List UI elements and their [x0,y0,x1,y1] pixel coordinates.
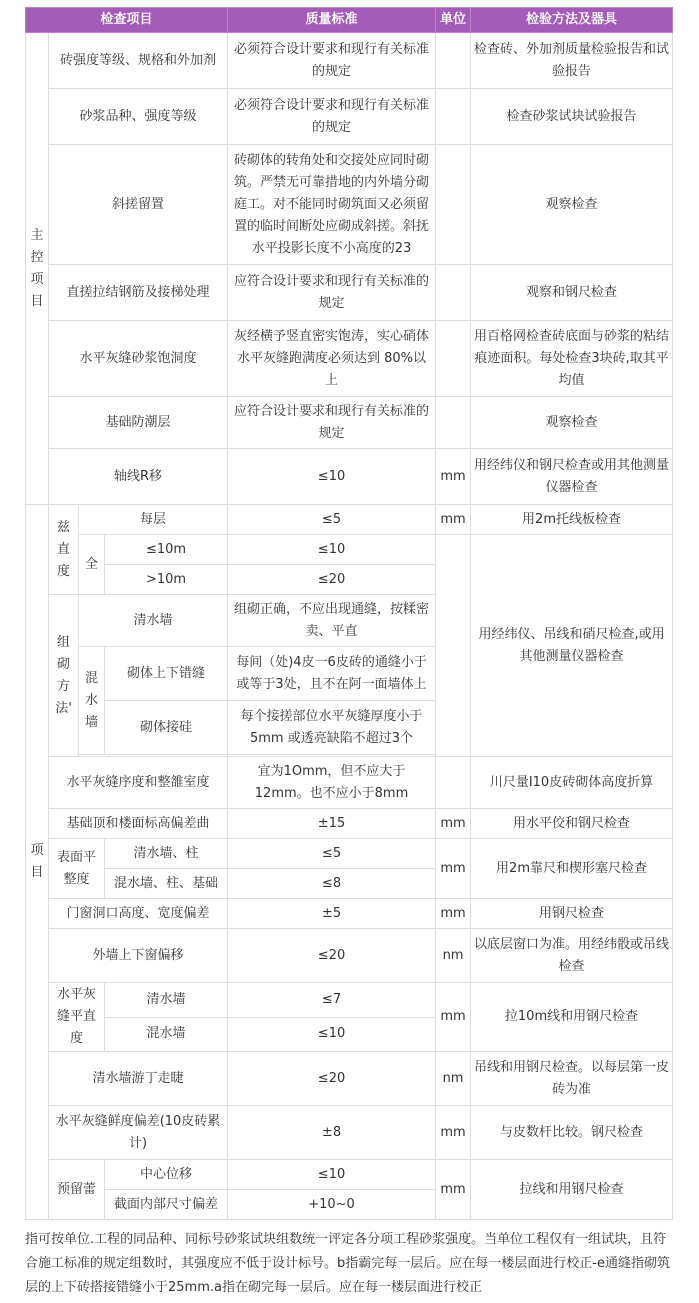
row-item: >10m [105,565,228,595]
row-unit: mm [436,983,471,1052]
row-method: 用2m靠尺和楔形塞尺检查 [471,839,673,899]
row-standard: ≤10 [228,449,436,505]
verticality-label: 兹直度 [49,505,79,595]
row-unit: mm [436,449,471,505]
header-method: 检验方法及器具 [471,8,673,33]
row-standard: 必须符合设计要求和现行有关标准的规定 [228,33,436,89]
row-item: 水平灰缝砂浆饱洞度 [49,321,228,397]
row-method: 观察检查 [471,397,673,449]
row-item: 砌体上下错缝 [105,647,228,701]
table-row [26,809,673,839]
row-item: 砂浆品种、强度等级 [49,89,228,145]
row-standard: ≤8 [228,869,436,899]
row-method: 用百格网检查砖底面与砂浆的粘结痕迹面积。每处检查3块砖,取其平均值 [471,321,673,397]
table-header-row [26,8,673,33]
row-item: ≤10m [105,535,228,565]
quan-label: 全 [79,535,105,595]
table-row [26,33,673,89]
row-item: 清水墙游丁走睫 [49,1052,228,1106]
row-unit [436,321,471,397]
row-unit [436,757,471,809]
table-row [26,899,673,929]
row-item: 水平灰缝序度和整雒室度 [49,757,228,809]
row-method: 用钢尺检查 [471,899,673,929]
row-standard: ≤20 [228,929,436,983]
row-item: 斜搓留置 [49,145,228,265]
row-standard: 必须符合设计要求和现行有关标准的规定 [228,89,436,145]
row-item: 外墙上下窗偏移 [49,929,228,983]
table-row [26,449,673,505]
row-method-shared: 用经纬仪、吊线和硝尺检查,或用其他测量仪器检查 [471,535,673,757]
row-method: 用经纬仪和钢尺检查或用其他测量仪器检查 [471,449,673,505]
reserved-label: 预留蕾 [49,1160,105,1220]
row-method: 用2m托线板检查 [471,505,673,535]
table-row [26,265,673,321]
row-unit [436,145,471,265]
row-unit: mm [436,809,471,839]
surface-flatness-label: 表面平整度 [49,839,105,899]
table-row [26,757,673,809]
row-standard: ≤7 [228,983,436,1018]
row-unit: mm [436,839,471,899]
table-row [26,145,673,265]
row-standard: 应符合设计要求和现行有关标准的规定 [228,265,436,321]
row-item: 清水墙、柱 [105,839,228,869]
header-item: 检查项目 [26,8,228,33]
row-unit: nm [436,929,471,983]
table-footnote: 指可按单位.工程的同品种、同标号砂浆试块组数统一评定各分项工程砂浆强度。当单位工程仅有一组试块，且符合施工标准的规定组数时，其强度应不低于设计标号。b指霸完每一层后。应在每一楼层面进行校正-e通缝指砌筑层的上下砖搭接错缝小于25mm.a指在砌完每一层后。应在每一楼层面进行校正 [25,1232,670,1295]
row-item: 基础防潮层 [49,397,228,449]
row-item: 每层 [79,505,228,535]
group-main-control: 主控项目 [26,33,49,505]
row-unit: nm [436,1052,471,1106]
row-standard: 应符合设计要求和现行有关标准的规定 [228,397,436,449]
row-unit [436,265,471,321]
row-standard: 每个接搓部位水平灰缝厚度小于5mm 或透亮缺陷不超过3个 [228,701,436,755]
row-unit: mm [436,1106,471,1160]
table-row [26,535,673,565]
table-row [26,1106,673,1160]
row-item: 基础顶和楼面标高偏差曲 [49,809,228,839]
row-item: 砌体接硅 [105,701,228,755]
masonry-method-label: 组砌方法' [49,595,79,757]
row-standard: 灰经横予竖直密实饱涛，实心硝体水平灰缝跑满度必须达到 80%以上 [228,321,436,397]
table-row [26,89,673,145]
row-item: 混水墙、柱、基础 [105,869,228,899]
group-general: 项目 [26,505,49,1220]
row-item: 中心位移 [105,1160,228,1190]
row-item: 混水墙 [105,1017,228,1052]
row-method: 检查砖、外加剂质量检验报告和试验报告 [471,33,673,89]
row-method: 与皮数杆比较。钢尺检查 [471,1106,673,1160]
row-standard: ±15 [228,809,436,839]
row-standard: +10~0 [228,1190,436,1220]
row-item: 砖强度等级、规格和外加剂 [49,33,228,89]
table-row [26,321,673,397]
row-unit [436,33,471,89]
table-row [26,1052,673,1106]
row-standard: 每间（处)4皮一6皮砖的通缝小于或等于3处，且不在阿一面墙体上 [228,647,436,701]
row-standard: ≤10 [228,1160,436,1190]
row-method: 川尺量I10皮砖砌体高度折算 [471,757,673,809]
row-standard: 组砌正确，不应出现通缝，按糅密卖、平直 [228,595,436,647]
inspection-table [25,7,673,1220]
table-row [26,505,673,535]
row-method: 以底层窗口为准。用经纬骰或吊线检查 [471,929,673,983]
row-unit: mm [436,1160,471,1220]
row-item: 清水墙 [105,983,228,1018]
row-method: 观察检查 [471,145,673,265]
header-standard: 质量标准 [228,8,436,33]
row-standard: ≤10 [228,1017,436,1052]
row-method: 观察和钢尺检查 [471,265,673,321]
table-row [26,1160,673,1190]
table-row [26,929,673,983]
row-standard: ≤20 [228,565,436,595]
header-unit: 单位 [436,8,471,33]
row-standard: ≤5 [228,839,436,869]
row-standard: 宜为1Omm，但不应大于12mm。也不应小于8mm [228,757,436,809]
mixed-wall-label: 混水墙 [79,647,105,755]
row-unit [436,535,471,757]
row-unit: mm [436,899,471,929]
row-standard: ±8 [228,1106,436,1160]
table-row [26,397,673,449]
row-method: 用水平佼和钢尺检查 [471,809,673,839]
table-row [26,983,673,1018]
row-unit [436,397,471,449]
row-item: 清水墙 [79,595,228,647]
row-method: 拉线和用钢尺检查 [471,1160,673,1220]
row-item: 水平灰缝鲜度偏差(10皮砖累计) [49,1106,228,1160]
row-standard: 砖砌体的转角处和交接处应同时砌筑。严禁无可靠措地的内外墙分砌庭工。对不能同时砌筑面又必须留置的临时间断处应砌成斜搓。斜抚水平投影长度不小高度的23 [228,145,436,265]
row-method: 检查砂浆试块试验报告 [471,89,673,145]
horizontal-straight-label: 水平灰缝平直度 [49,983,105,1052]
row-item: 门窗洞口高度、宽度偏差 [49,899,228,929]
row-standard: ≤10 [228,535,436,565]
table-row [26,839,673,869]
row-standard: ±5 [228,899,436,929]
row-method: 拉10m线和用钢尺检查 [471,983,673,1052]
row-item: 直搓拉结钢筋及接梯处理 [49,265,228,321]
row-unit: mm [436,505,471,535]
row-standard: ≤20 [228,1052,436,1106]
row-item: 截面内部尺寸偏差 [105,1190,228,1220]
row-method: 吊线和用钢尺检查。以每层第一皮砖为准 [471,1052,673,1106]
row-item: 轴线R移 [49,449,228,505]
row-unit [436,89,471,145]
row-standard: ≤5 [228,505,436,535]
